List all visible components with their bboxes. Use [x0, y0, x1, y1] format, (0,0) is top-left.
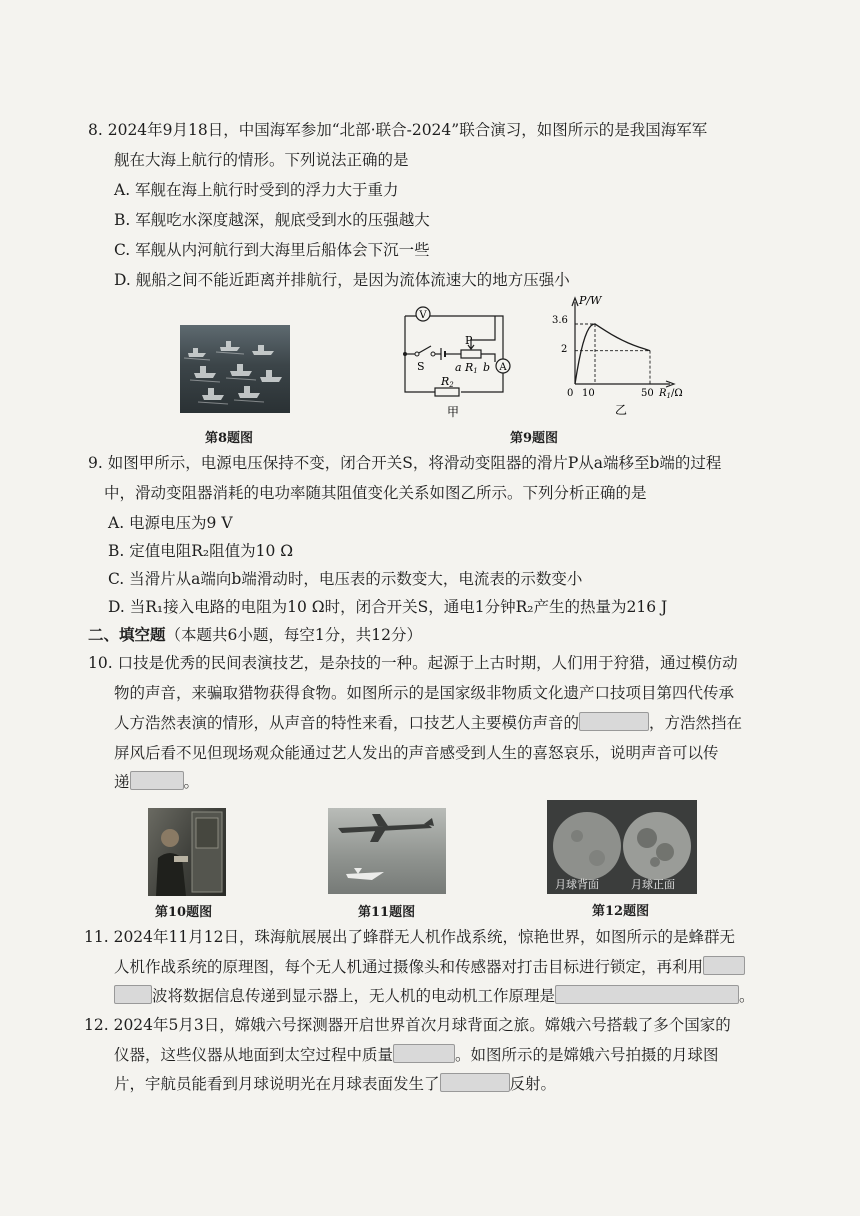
q8-stem-line2: 舰在大海上航行的情形。下列说法正确的是	[114, 151, 409, 169]
ytick-3-6: 3.6	[552, 315, 568, 326]
q11-line2: 人机作战系统的原理图，每个无人机通过摄像头和传感器对打击目标进行锁定，再利用	[114, 956, 745, 978]
q11-line3: 波将数据信息传递到显示器上，无人机的电动机工作原理是 。	[114, 985, 755, 1007]
q10-line1: 10. 口技是优秀的民间表演技艺，是杂技的一种。起源于上古时期，人们用于狩猎，通过模仿动	[88, 654, 738, 672]
end-b-label: b	[483, 361, 491, 374]
moon-front-label: 月球正面	[631, 878, 675, 891]
q10-line2: 物的声音，来骗取猎物获得食物。如图所示的是国家级非物质文化遗产口技项目第四代传承	[114, 684, 735, 702]
q8-stem-line1: 8. 2024年9月18日，中国海军参加“北部·联合-2024”联合演习，如图所示的是我国海军军	[88, 121, 708, 139]
circuit-jia-label: 甲	[447, 405, 460, 419]
section2-note: （本题共6小题，每空1分，共12分）	[165, 626, 422, 644]
q12-blank-2[interactable]	[440, 1073, 510, 1092]
section2-heading	[88, 624, 422, 646]
q8-option-b: B. 军舰吃水深度越深，舰底受到水的压强越大	[114, 211, 430, 229]
section2-title: 二、填空题	[88, 625, 166, 644]
fig10-caption: 第10题图	[155, 905, 213, 920]
r2-label: R2	[441, 375, 454, 389]
q10-line5: 递 。	[114, 773, 200, 791]
q10-line4: 屏风后看不见但现场观众能通过艺人发出的声音感受到人生的喜怒哀乐，说明声音可以传	[114, 744, 719, 762]
warships-photo	[180, 325, 290, 413]
q12-line3: 片，宇航员能看到月球说明光在月球表面发生了 反射。	[114, 1075, 557, 1093]
q10-blank-2[interactable]	[130, 771, 184, 790]
q12-line1: 12. 2024年5月3日，嫦娥六号探测器开启世界首次月球背面之旅。嫦娥六号搭载了多个国家的	[84, 1016, 731, 1034]
q9-option-c: C. 当滑片从a端向b端滑动时，电压表的示数变大，电流表的示数变小	[108, 570, 583, 588]
q11-line1: 11. 2024年11月12日，珠海航展展出了蜂群无人机作战系统，惊艳世界，如图所示的是蜂群无	[84, 928, 735, 946]
drone-swarm-photo	[328, 808, 446, 894]
xtick-50: 50	[641, 388, 654, 399]
q9-stem-line2: 中，滑动变阻器消耗的电功率随其阻值变化关系如图乙所示。下列分析正确的是	[104, 484, 647, 502]
q8-option-a: A. 军舰在海上航行时受到的浮力大于重力	[114, 181, 399, 199]
rheostat-label: R1	[465, 361, 478, 375]
q8-option-d: D. 舰船之间不能近距离并排航行，是因为流体流速大的地方压强小	[114, 271, 570, 289]
q10-blank-1[interactable]	[579, 712, 649, 731]
fig12-caption: 第12题图	[592, 904, 650, 919]
circuit-diagram	[395, 300, 530, 425]
q9-option-d: D. 当R₁接入电路的电阻为10 Ω时，闭合开关S，通电1分钟R₂产生的热量为216 J	[108, 598, 668, 616]
q11-blank-2[interactable]	[555, 985, 739, 1004]
q12-blank-1[interactable]	[393, 1044, 455, 1063]
power-resistance-graph	[545, 292, 705, 422]
q9-option-b: B. 定值电阻R₂阻值为10 Ω	[108, 542, 294, 560]
moon-photo	[547, 800, 697, 894]
q8-option-c: C. 军舰从内河航行到大海里后船体会下沉一些	[114, 241, 430, 259]
fig8-caption: 第8题图	[205, 431, 254, 446]
moon-back-label: 月球背面	[555, 878, 599, 891]
q12-line2: 仪器，这些仪器从地面到太空过程中质量 。如图所示的是嫦娥六号拍摄的月球图	[114, 1046, 719, 1064]
switch-label: S	[417, 360, 425, 373]
power-curve	[575, 324, 650, 384]
fig11-caption: 第11题图	[358, 905, 416, 920]
slider-label: P	[465, 334, 473, 347]
end-a-label: a	[455, 361, 462, 374]
x-axis-label: $R_1/\Omega$	[659, 388, 683, 400]
q9-option-a: A. 电源电压为9 V	[108, 514, 233, 532]
voltmeter-label: V	[419, 310, 427, 321]
graph-yi-label: 乙	[615, 403, 628, 417]
q11-blank-1a[interactable]	[703, 956, 745, 975]
ventriloquist-photo	[148, 808, 226, 896]
q11-blank-1b[interactable]	[114, 985, 152, 1004]
q10-line3: 人方浩然表演的情形，从声音的特性来看，口技艺人主要模仿声音的 ，方浩然挡在	[114, 714, 743, 732]
fig9-caption: 第9题图	[510, 431, 559, 446]
y-axis-label: P/W	[579, 294, 602, 307]
ytick-2: 2	[561, 344, 568, 355]
xtick-10: 10	[582, 388, 595, 399]
q9-stem-line1: 9. 如图甲所示，电源电压保持不变，闭合开关S，将滑动变阻器的滑片P从a端移至b端的过程	[88, 454, 722, 472]
xtick-0: 0	[567, 388, 574, 399]
ammeter-label: A	[499, 362, 507, 373]
